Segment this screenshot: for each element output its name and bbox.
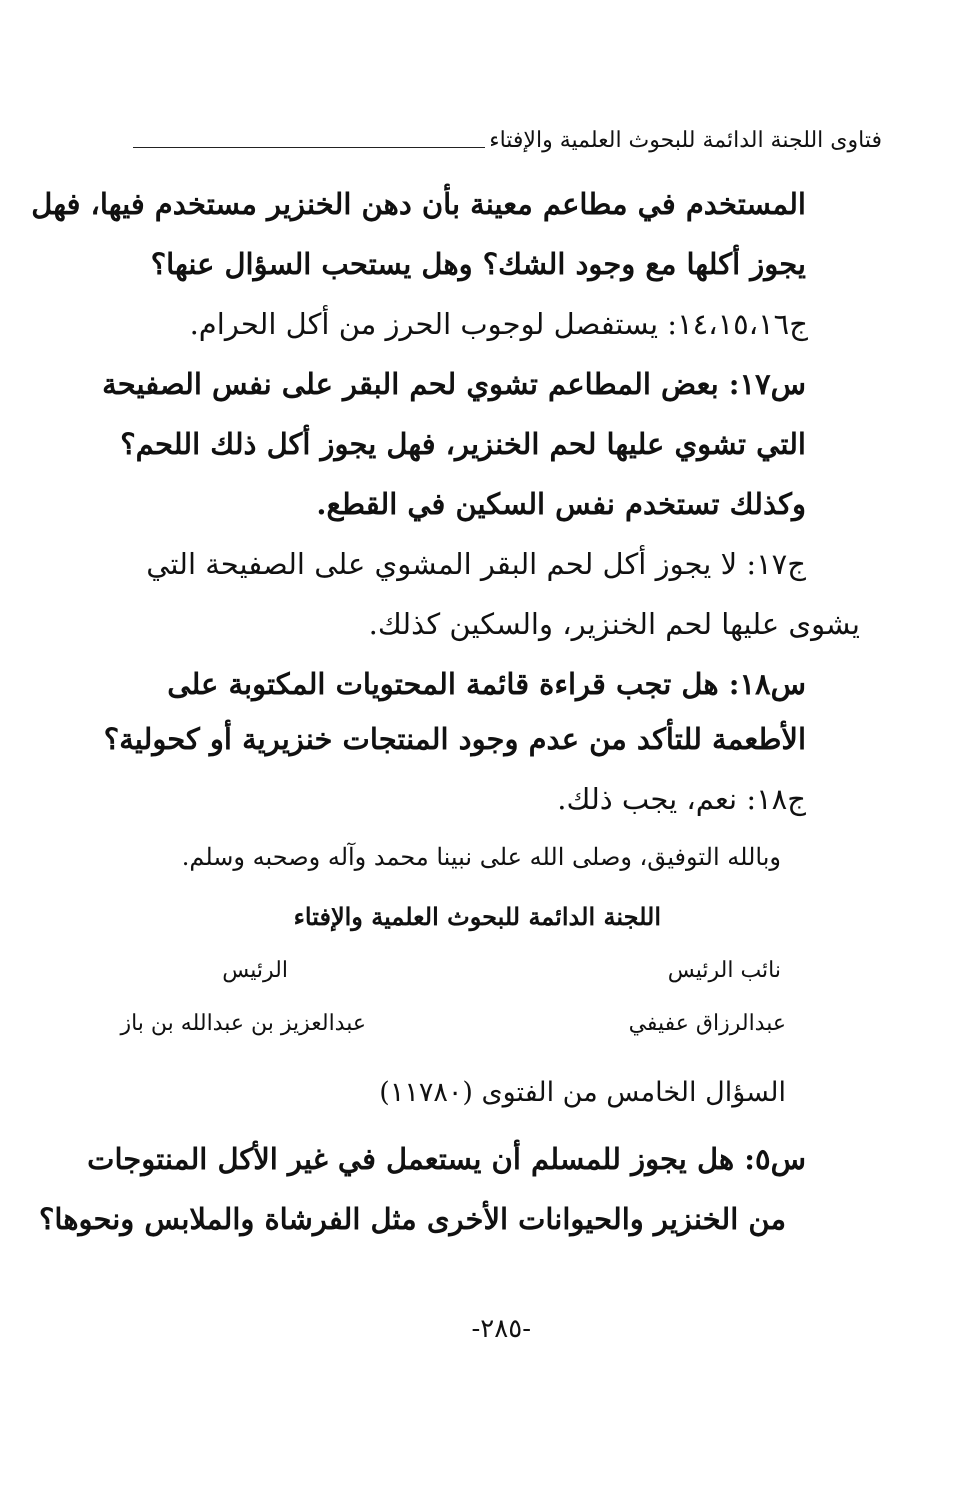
question-line: وكذلك تستخدم نفس السكين في القطع.	[316, 487, 806, 521]
question-line: يجوز أكلها مع وجود الشك؟ وهل يستحب السؤال عنها؟	[150, 247, 806, 281]
chair-name: عبدالعزيز بن عبدالله بن باز	[120, 1011, 366, 1036]
answer-line: يشوى عليها لحم الخنزير، والسكين كذلك.	[368, 607, 860, 641]
answer-line: ج١٤،١٥،١٦: يستفصل لوجوب الحرز من أكل الحرام.	[189, 307, 808, 341]
vice-chair-title: نائب الرئيس	[667, 958, 781, 983]
closing-line: وبالله التوفيق، وصلى الله على نبينا محمد وآله وصحبه وسلم.	[181, 843, 781, 871]
question-line: س٥: هل يجوز للمسلم أن يستعمل في غير الأكل المنتوجات	[87, 1142, 806, 1176]
question-line: الأطعمة للتأكد من عدم وجود المنتجات خنزيرية أو كحولية؟	[103, 722, 806, 756]
answer-line: ج١٧: لا يجوز أكل لحم البقر المشوي على الصفيحة التي	[146, 547, 806, 581]
question-line: التي تشوي عليها لحم الخنزير، فهل يجوز أكل ذلك اللحم؟	[120, 427, 806, 461]
chair-title: الرئيس	[222, 958, 288, 983]
vice-chair-name: عبدالرزاق عفيفي	[628, 1011, 786, 1036]
running-header: فتاوى اللجنة الدائمة للبحوث العلمية والإفتاء	[489, 128, 882, 153]
answer-line: ج١٨: نعم، يجب ذلك.	[557, 782, 806, 816]
page-number: -٢٨٥-	[471, 1314, 531, 1344]
question-line: س١٧: بعض المطاعم تشوي لحم البقر على نفس الصفيحة	[102, 367, 806, 401]
header-rule	[133, 147, 485, 148]
question-line: س١٨: هل تجب قراءة قائمة المحتويات المكتوبة على	[167, 667, 806, 701]
committee-name: اللجنة الدائمة للبحوث العلمية والإفتاء	[293, 902, 661, 931]
section-heading: السؤال الخامس من الفتوى (١١٧٨٠)	[379, 1077, 786, 1108]
question-line: من الخنزير والحيوانات الأخرى مثل الفرشاة والملابس ونحوها؟	[38, 1202, 786, 1236]
question-line: المستخدم في مطاعم معينة بأن دهن الخنزير مستخدم فيها، فهل	[31, 187, 806, 221]
